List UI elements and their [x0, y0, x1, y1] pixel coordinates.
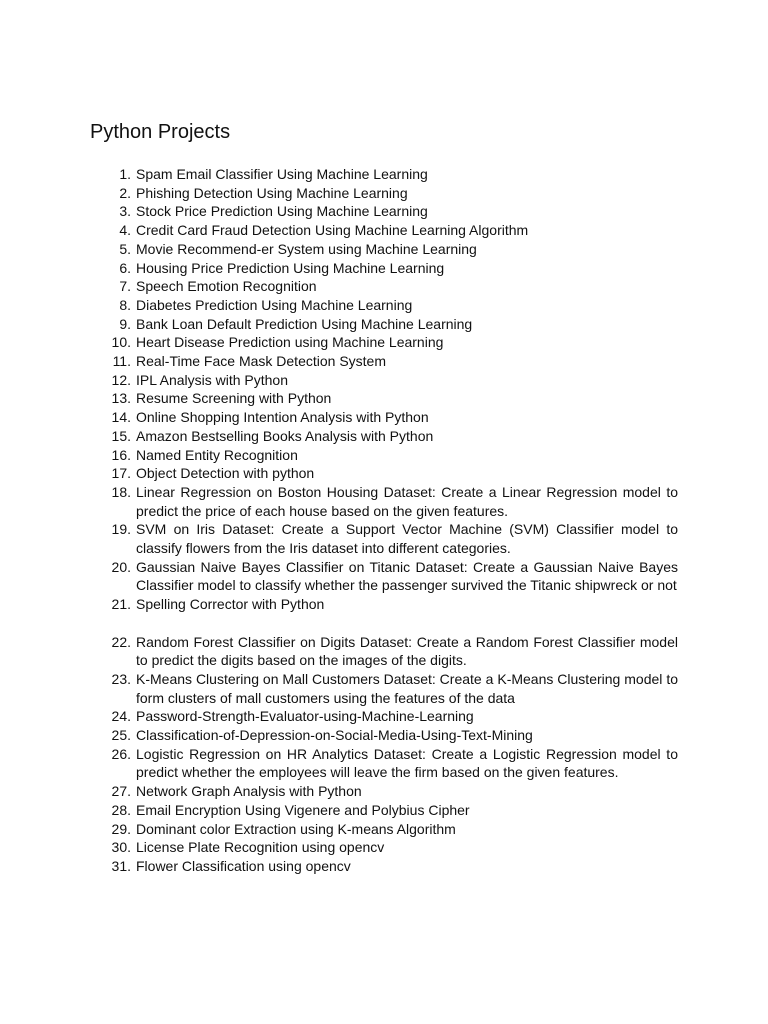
item-number: 15. [111, 427, 131, 444]
item-text: Spelling Corrector with Python [136, 596, 325, 613]
list-item [92, 595, 678, 614]
list-item [92, 801, 678, 820]
item-text: Movie Recommend-er System using Machine Learning [136, 240, 477, 257]
list-item [92, 221, 678, 240]
list-item [92, 633, 678, 670]
list-item [92, 446, 678, 465]
list-item [92, 707, 678, 726]
list-item [92, 389, 678, 408]
item-number: 8. [119, 296, 131, 313]
list-item [92, 259, 678, 278]
item-text: Amazon Bestselling Books Analysis with Python [136, 427, 434, 444]
list-item [92, 165, 678, 184]
item-number: 4. [119, 222, 131, 239]
list-item [92, 464, 678, 483]
item-text: Network Graph Analysis with Python [136, 783, 362, 800]
item-number: 16. [111, 446, 131, 463]
item-number: 10. [111, 334, 131, 351]
item-text: SVM on Iris Dataset: Create a Support Vector Machine (SVM) Classifier model to classify flowers from the Iris dataset into different categories. [136, 521, 678, 557]
item-number: 29. [111, 820, 131, 837]
item-text: Classification-of-Depression-on-Social-Media-Using-Text-Mining [136, 727, 533, 744]
item-number: 31. [111, 858, 131, 874]
item-number: 25. [111, 727, 131, 744]
item-number: 7. [119, 278, 131, 295]
item-number: 5. [119, 240, 131, 257]
list-item [92, 745, 678, 782]
item-text: Email Encryption Using Vigenere and Polybius Cipher [136, 801, 470, 818]
list-item [92, 408, 678, 427]
item-text: Spam Email Classifier Using Machine Learning [136, 166, 428, 182]
list-item [92, 315, 678, 334]
item-number: 1. [119, 166, 131, 182]
item-text: Random Forest Classifier on Digits Dataset: Create a Random Forest Classifier model to predict the digits based on the images of the digits. [136, 633, 678, 669]
item-number: 19. [111, 521, 131, 538]
item-text: Password-Strength-Evaluator-using-Machine-Learning [136, 708, 474, 725]
item-text: License Plate Recognition using opencv [136, 839, 385, 856]
item-number: 20. [111, 558, 131, 575]
item-text: Dominant color Extraction using K-means Algorithm [136, 820, 456, 837]
list-item [92, 427, 678, 446]
item-text: IPL Analysis with Python [136, 371, 289, 388]
item-text: Object Detection with python [136, 465, 315, 482]
item-number: 21. [111, 596, 131, 613]
list-item [92, 520, 678, 557]
item-text: Stock Price Prediction Using Machine Learning [136, 203, 428, 220]
item-text: Gaussian Naive Bayes Classifier on Titanic Dataset: Create a Gaussian Naive Bayes Classifier model to classify whether the passenger survived the Titanic shipwreck or not [136, 558, 678, 594]
item-number: 23. [111, 670, 131, 687]
item-number: 6. [119, 259, 131, 276]
list-item [92, 277, 678, 296]
list-item [92, 371, 678, 390]
item-text: Real-Time Face Mask Detection System [136, 353, 386, 370]
list-item [92, 820, 678, 839]
list-item [92, 857, 678, 876]
page-title: Python Projects [90, 121, 231, 143]
list-item [92, 352, 678, 371]
item-number: 24. [111, 708, 131, 725]
item-text: Logistic Regression on HR Analytics Dataset: Create a Logistic Regression model to predict whether the employees will leave the firm based on the given features. [136, 745, 678, 781]
item-number: 26. [111, 745, 131, 762]
list-item [92, 483, 678, 520]
list-item [92, 782, 678, 801]
list-item [92, 670, 678, 707]
item-number: 13. [111, 390, 131, 407]
list-item [92, 333, 678, 352]
item-number: 28. [111, 801, 131, 818]
item-text: Heart Disease Prediction using Machine Learning [136, 334, 444, 351]
item-text: K-Means Clustering on Mall Customers Dataset: Create a K-Means Clustering model to form clusters of mall customers using the features of the data [136, 670, 678, 706]
item-number: 3. [119, 203, 131, 220]
list-item [92, 202, 678, 221]
item-number: 12. [111, 371, 131, 388]
item-number: 9. [119, 315, 131, 332]
item-number: 17. [111, 465, 131, 482]
list-item [92, 558, 678, 595]
item-number: 2. [119, 184, 131, 201]
item-number: 30. [111, 839, 131, 856]
item-text: Flower Classification using opencv [136, 858, 351, 874]
item-number: 27. [111, 783, 131, 800]
project-list [92, 165, 678, 876]
list-item [92, 240, 678, 259]
item-text: Credit Card Fraud Detection Using Machine Learning Algorithm [136, 222, 529, 239]
item-text: Resume Screening with Python [136, 390, 332, 407]
item-text: Housing Price Prediction Using Machine Learning [136, 259, 445, 276]
item-text: Phishing Detection Using Machine Learning [136, 184, 408, 201]
list-item [92, 838, 678, 857]
item-text: Diabetes Prediction Using Machine Learning [136, 296, 413, 313]
list-item [92, 296, 678, 315]
item-text: Speech Emotion Recognition [136, 278, 317, 295]
list-item [92, 726, 678, 745]
item-text: Linear Regression on Boston Housing Dataset: Create a Linear Regression model to predict the price of each house based on the given features. [136, 483, 678, 519]
list-item [92, 184, 678, 203]
item-text: Bank Loan Default Prediction Using Machine Learning [136, 315, 473, 332]
item-number: 14. [111, 409, 131, 426]
item-text: Online Shopping Intention Analysis with Python [136, 409, 429, 426]
item-text: Named Entity Recognition [136, 446, 298, 463]
item-number: 22. [111, 633, 131, 650]
item-number: 18. [111, 483, 131, 500]
item-number: 11. [112, 353, 131, 370]
